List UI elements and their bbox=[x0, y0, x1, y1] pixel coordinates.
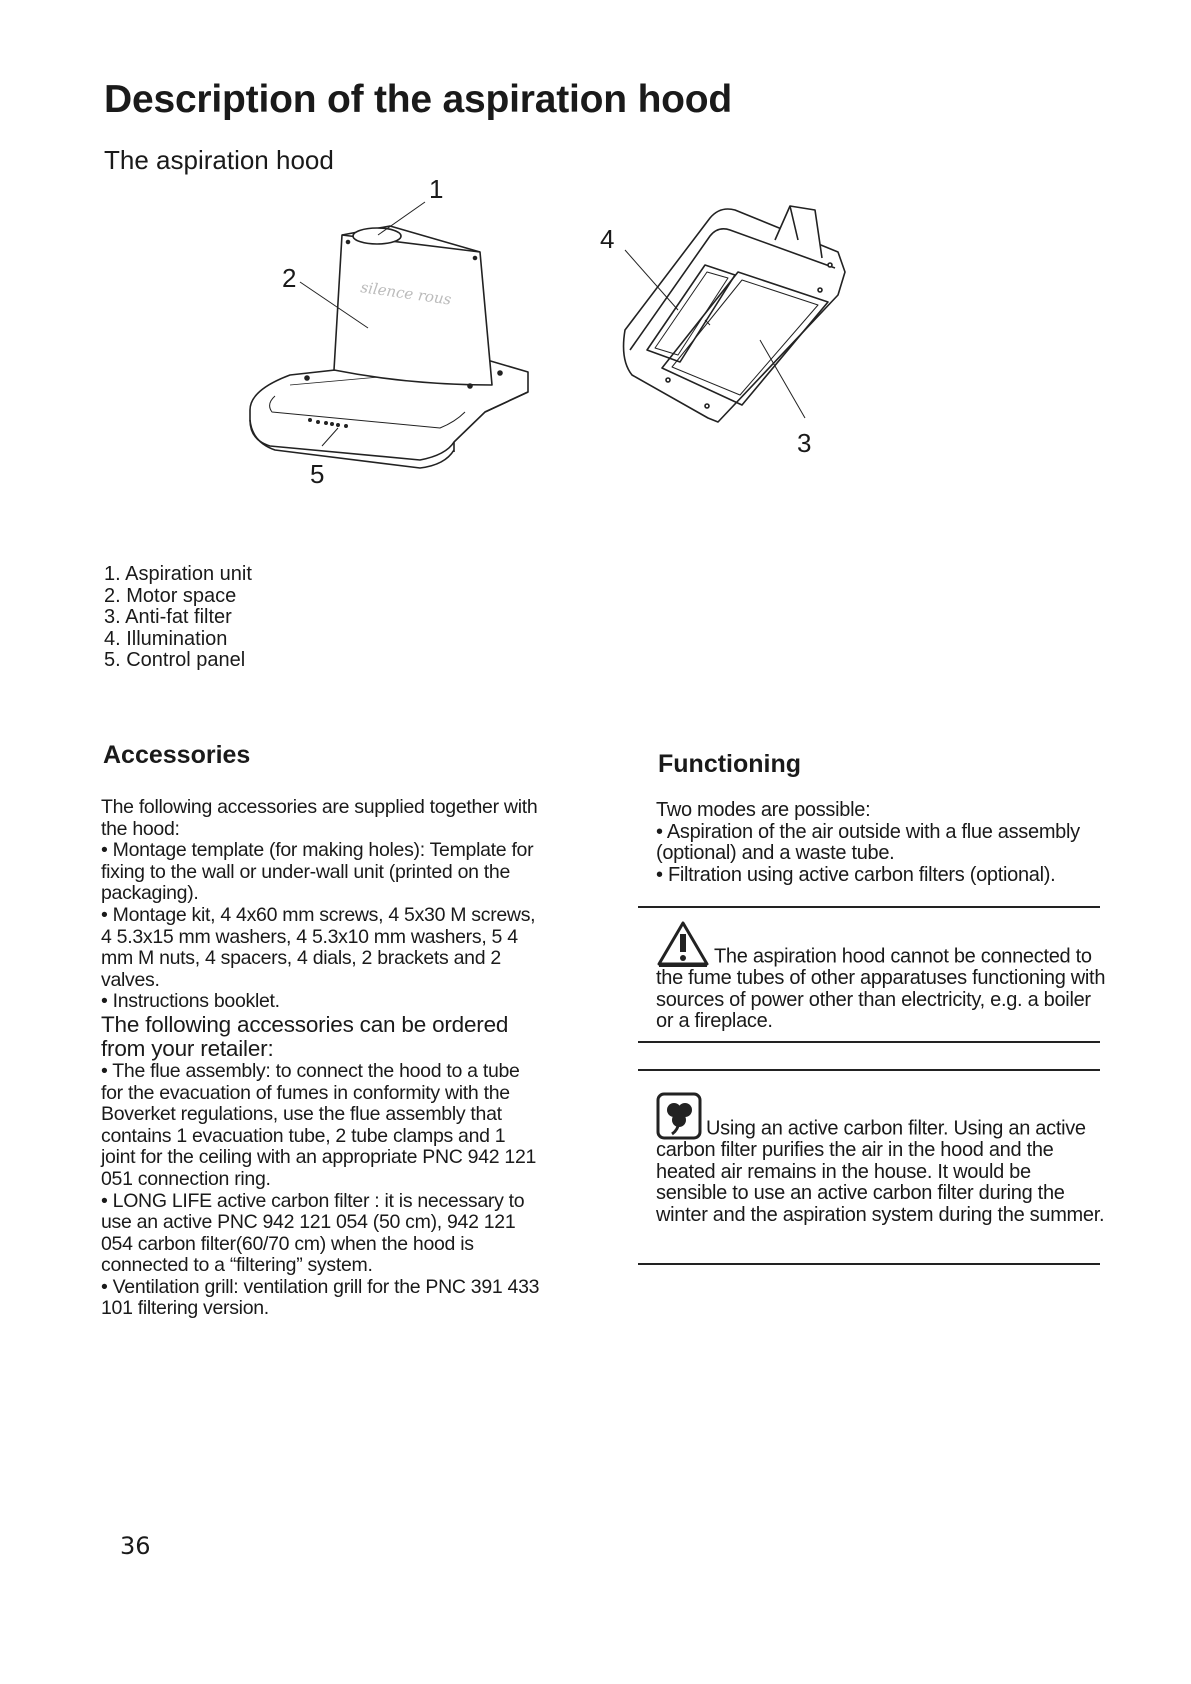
functioning-mode: • Filtration using active carbon filters (optional). bbox=[656, 863, 1056, 886]
hood-underside-view bbox=[624, 206, 845, 422]
callout-1: 1 bbox=[429, 180, 444, 204]
accessories-paragraph: • The flue assembly: to connect the hood to a tube for the evacuation of fumes in conformity with the Boverket regulations, use the flue assembly that contains 1 evacuation tube, 2 tube clamps and 1 joint for the ceiling with an appropriate PNC 942 121 051 connection ring. bbox=[101, 1059, 537, 1190]
accessories-heading: Accessories bbox=[103, 741, 251, 769]
section-subtitle: The aspiration hood bbox=[104, 145, 334, 175]
page-title: Description of the aspiration hood bbox=[104, 78, 733, 121]
legend-item: 1. Aspiration unit bbox=[104, 563, 252, 585]
accessories-paragraph: • Ventilation grill: ventilation grill for the PNC 391 433 101 filtering version. bbox=[101, 1275, 540, 1320]
divider bbox=[638, 1069, 1100, 1071]
page-number: 36 bbox=[120, 1532, 151, 1560]
divider bbox=[638, 906, 1100, 908]
divider bbox=[638, 1041, 1100, 1043]
callout-4: 4 bbox=[600, 224, 615, 254]
brand-mark: silence rous bbox=[359, 278, 453, 309]
tip-note bbox=[656, 1092, 1106, 1226]
accessories-paragraph: • Instructions booklet. bbox=[101, 990, 280, 1013]
legend-item: 4. Illumination bbox=[104, 627, 228, 650]
legend-item: 3. Anti-fat filter bbox=[104, 606, 232, 628]
functioning-body bbox=[656, 800, 1106, 886]
parts-legend bbox=[104, 564, 252, 672]
callout-2: 2 bbox=[282, 263, 297, 293]
warning-note bbox=[656, 920, 1106, 1033]
functioning-mode: • Aspiration of the air outside with a flue assembly (optional) and a waste tube. bbox=[656, 820, 1080, 865]
accessories-paragraph: The following accessories are supplied together with the hood: bbox=[101, 796, 538, 840]
hood-front-view bbox=[250, 202, 528, 468]
legend-item: 2. Motor space bbox=[104, 584, 237, 607]
functioning-intro: Two modes are possible: bbox=[656, 799, 871, 821]
callout-3: 3 bbox=[797, 428, 812, 458]
warning-text: The aspiration hood cannot be connected to the fume tubes of other apparatuses functioning with sources of power other than electricity, e.g. a boiler or a fireplace. bbox=[656, 945, 1106, 1033]
tip-text: Using an active carbon filter. Using an active carbon filter purifies the air in the hood and the heated air remains in the house. It would be sensible to use an active carbon filter during the winter and the aspiration system during the summer. bbox=[656, 1117, 1105, 1226]
accessories-paragraph: The following accessories can be ordered from your retailer: bbox=[101, 1011, 509, 1061]
functioning-heading: Functioning bbox=[658, 750, 802, 778]
divider bbox=[638, 1263, 1100, 1265]
warning-triangle-icon bbox=[656, 920, 710, 968]
legend-item: 5. Control panel bbox=[104, 649, 246, 671]
hood-illustration bbox=[230, 180, 950, 520]
accessories-paragraph: • Montage kit, 4 4x60 mm screws, 4 5x30 M screws, 4 5.3x15 mm washers, 4 5.3x10 mm washers, 5 4 mm M nuts, 4 spacers, 4 dials, 2 brackets and 2 valves. bbox=[101, 903, 536, 991]
accessories-paragraph: • LONG LIFE active carbon filter : it is necessary to use an active PNC 942 121 054 (50 cm), 942 121 054 carbon filter(60/70 cm) when the hood is connected to a “filtering” system. bbox=[101, 1189, 525, 1277]
accessories-paragraph: • Montage template (for making holes): Template for fixing to the wall or under-wall unit (printed on the packaging). bbox=[101, 839, 534, 905]
accessories-body bbox=[101, 797, 541, 1320]
callout-5: 5 bbox=[310, 459, 325, 489]
environment-clover-icon bbox=[656, 1092, 702, 1140]
